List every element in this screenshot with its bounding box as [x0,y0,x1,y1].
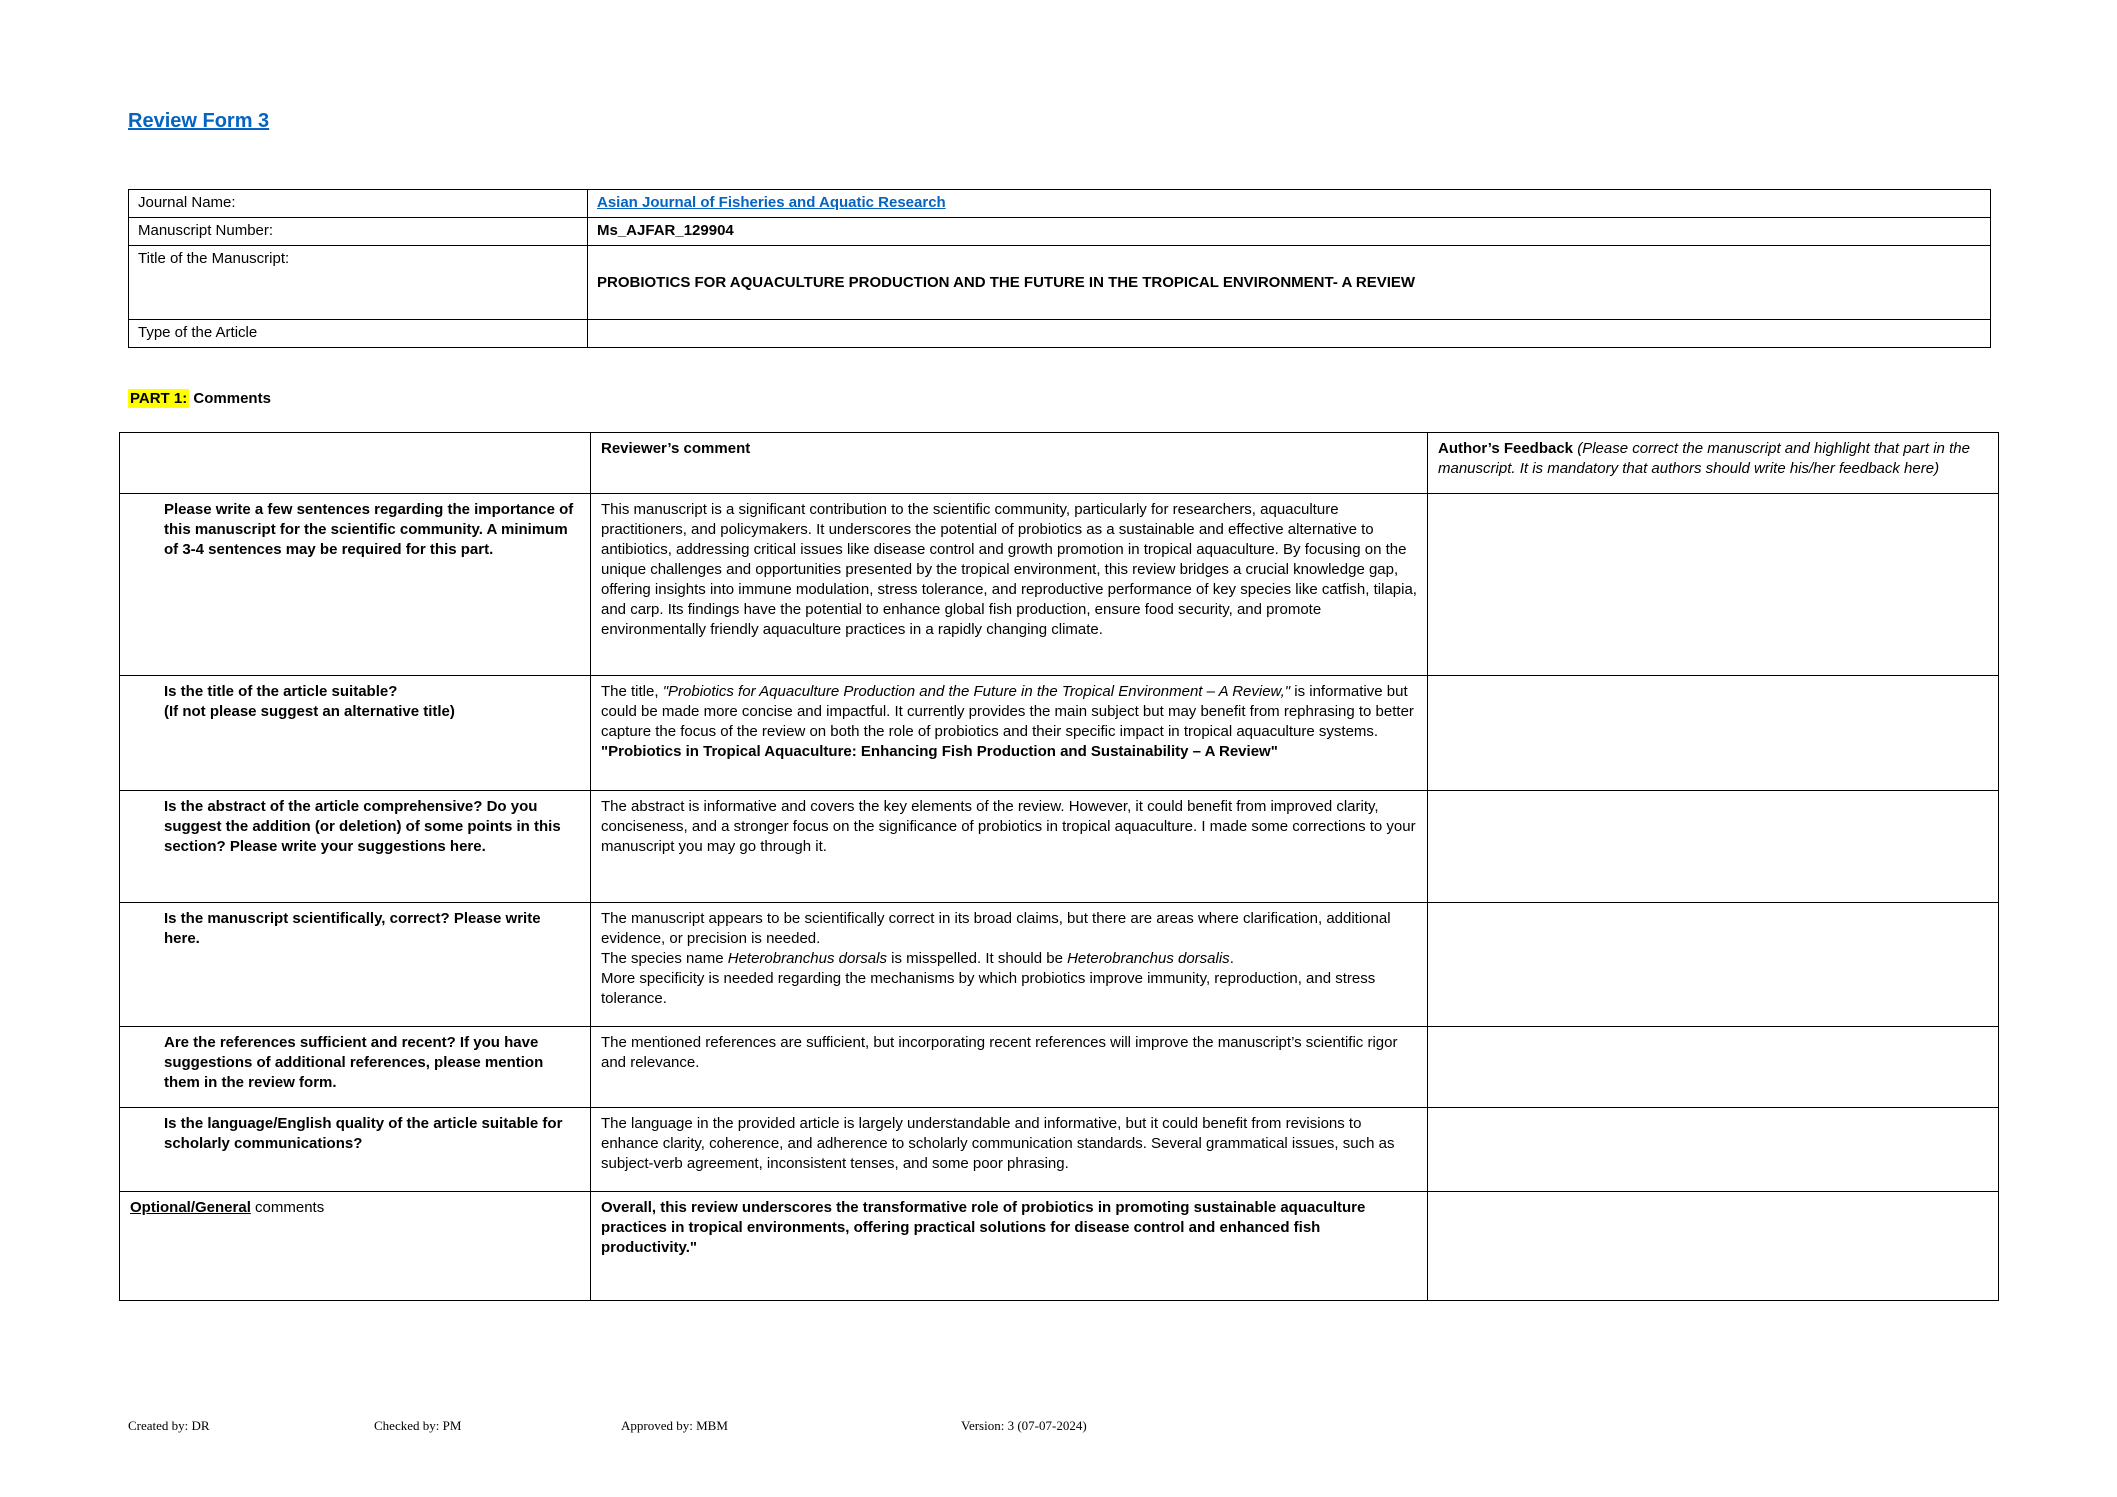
table-row [120,1027,1999,1108]
manuscript-info-table [128,189,1991,348]
question-scientific-correctness: Is the manuscript scientifically, correct? Please write here. [120,903,591,1027]
journal-name-cell [588,190,1991,218]
quoted-title-italic: "Probiotics for Aquaculture Production and the Future in the Tropical Environment – A Review," [662,683,1295,700]
question-abstract: Is the abstract of the article comprehensive? Do you suggest the addition (or deletion) of some points in this section? Please write your suggestions here. [120,791,591,903]
page-title [128,110,269,133]
journal-name-label: Journal Name: [129,190,588,218]
footer-created-by: Created by: DR [128,1418,210,1433]
footer-checked-by: Checked by: PM [374,1418,462,1433]
question-language-quality: Is the language/English quality of the article suitable for scholarly communications? [120,1108,591,1192]
table-row [120,1108,1999,1192]
manuscript-title-label: Title of the Manuscript: [129,246,588,320]
reviewer-comment-abstract: The abstract is informative and covers the key elements of the review. However, it could benefit from improved clarity, conciseness, and a stronger focus on the significance of probiotics in tropical aquaculture. I made some corrections to your manuscript you may go through it. [591,791,1428,903]
comment-text: is misspelled. It should be [887,950,1068,967]
author-feedback-cell[interactable] [1428,1192,1999,1301]
author-feedback-cell[interactable] [1428,676,1999,791]
reviewer-comment-header-label: Reviewer’s comment [601,440,751,457]
question-importance: Please write a few sentences regarding the importance of this manuscript for the scientific community. A minimum of 3-4 sentences may be required for this part. [120,494,591,676]
reviewer-comment-title [591,676,1428,791]
comment-text: . [1229,950,1234,967]
reviewer-comment-language: The language in the provided article is largely understandable and informative, but it could benefit from revisions to enhance clarity, coherence, and adherence to scholarly communication standards. Several grammatical issues, such as subject-verb agreement, inconsistent tenses, and some poor phrasing. [591,1108,1428,1192]
comment-paragraph [601,949,1417,969]
comments-header-row [120,433,1999,494]
table-row [120,494,1999,676]
question-title-suitable-line1: Is the title of the article suitable? [164,683,398,700]
reviewer-comment-overall: Overall, this review underscores the transformative role of probiotics in promoting sustainable aquaculture practices in tropical environments, offering practical solutions for disease control and enhanced fish productivity." [591,1192,1428,1301]
part1-title: Comments [193,390,271,407]
manuscript-number-row [129,218,1991,246]
article-type-row [129,320,1991,348]
comment-paragraph: The manuscript appears to be scientifically correct in its broad claims, but there are areas where clarification, additional evidence, or precision is needed. [601,910,1391,947]
manuscript-title-row [129,246,1991,320]
author-feedback-header-label: Author’s Feedback [1438,440,1574,457]
author-feedback-cell[interactable] [1428,494,1999,676]
author-feedback-header-cell [1428,433,1999,494]
footer-version: Version: 3 (07-07-2024) [961,1418,1087,1433]
manuscript-title-value: PROBIOTICS FOR AQUACULTURE PRODUCTION AND THE FUTURE IN THE TROPICAL ENVIRONMENT- A REVIEW [588,246,1991,320]
manuscript-number-label: Manuscript Number: [129,218,588,246]
author-feedback-header-note: (Please correct the manuscript and highlight that part in the manuscript. It is mandatory that authors should write his/her feedback here) [1438,440,1970,477]
article-type-label: Type of the Article [129,320,588,348]
question-title-suitable [120,676,591,791]
review-form-title-link[interactable]: Review Form 3 [128,110,270,132]
author-feedback-cell[interactable] [1428,1108,1999,1192]
journal-name-link[interactable]: Asian Journal of Fisheries and Aquatic Research [597,194,946,211]
table-row [120,1192,1999,1301]
author-feedback-cell[interactable] [1428,1027,1999,1108]
reviewer-comment-references: The mentioned references are sufficient, but incorporating recent references will improve the manuscript’s scientific rigor and relevance. [591,1027,1428,1108]
comment-text: The species name [601,950,728,967]
optional-general-rest: comments [250,1199,325,1216]
question-references: Are the references sufficient and recent? If you have suggestions of additional references, please mention them in the review form. [120,1027,591,1108]
comment-text: The title, [601,683,663,700]
article-type-value [588,320,1991,348]
comment-paragraph: More specificity is needed regarding the mechanisms by which probiotics improve immunity, reproduction, and stress tolerance. [601,970,1376,1007]
reviewer-comment-title-paragraph [601,682,1417,742]
table-row [120,676,1999,791]
species-name-italic: Heterobranchus dorsalis [1067,950,1230,967]
author-feedback-cell[interactable] [1428,903,1999,1027]
journal-name-row [129,190,1991,218]
header-empty-cell [120,433,591,494]
reviewer-comment-scientific [591,903,1428,1027]
table-row [120,903,1999,1027]
species-name-italic: Heterobranchus dorsals [727,950,887,967]
part1-badge: PART 1: [130,390,188,407]
suggested-title-bold: "Probiotics in Tropical Aquaculture: Enhancing Fish Production and Sustainability – A Review" [601,743,1278,760]
reviewer-comment-importance: This manuscript is a significant contribution to the scientific community, particularly for researchers, aquaculture practitioners, and policymakers. It underscores the potential of probiotics as a sustainable and effective alternative to antibiotics, addressing critical issues like disease control and growth promotion in tropical aquaculture. By focusing on the unique challenges and opportunities presented by the tropical environment, this review bridges a crucial knowledge gap, offering insights into immune modulation, stress tolerance, and reproductive performance of key species like catfish, tilapia, and carp. Its findings have the potential to enhance global fish production, ensure food security, and promote environmentally friendly aquaculture practices in a rapidly changing climate. [591,494,1428,676]
comment-text: is informative but could be made more concise and impactful. It currently provides the main subject but may benefit from rephrasing to better capture the focus of the review on both the role of probiotics and their specific impact in tropical aquaculture systems. [601,683,1414,740]
optional-general-label: Optional/General [130,1199,251,1216]
question-title-suitable-line2: (If not please suggest an alternative title) [164,703,455,720]
manuscript-number-value: Ms_AJFAR_129904 [588,218,1991,246]
part1-heading [128,390,271,407]
author-feedback-cell[interactable] [1428,791,1999,903]
comments-table [119,432,1999,1301]
reviewer-comment-header-cell [591,433,1428,494]
table-row [120,791,1999,903]
footer-approved-by: Approved by: MBM [621,1418,728,1433]
question-optional-general [120,1192,591,1301]
